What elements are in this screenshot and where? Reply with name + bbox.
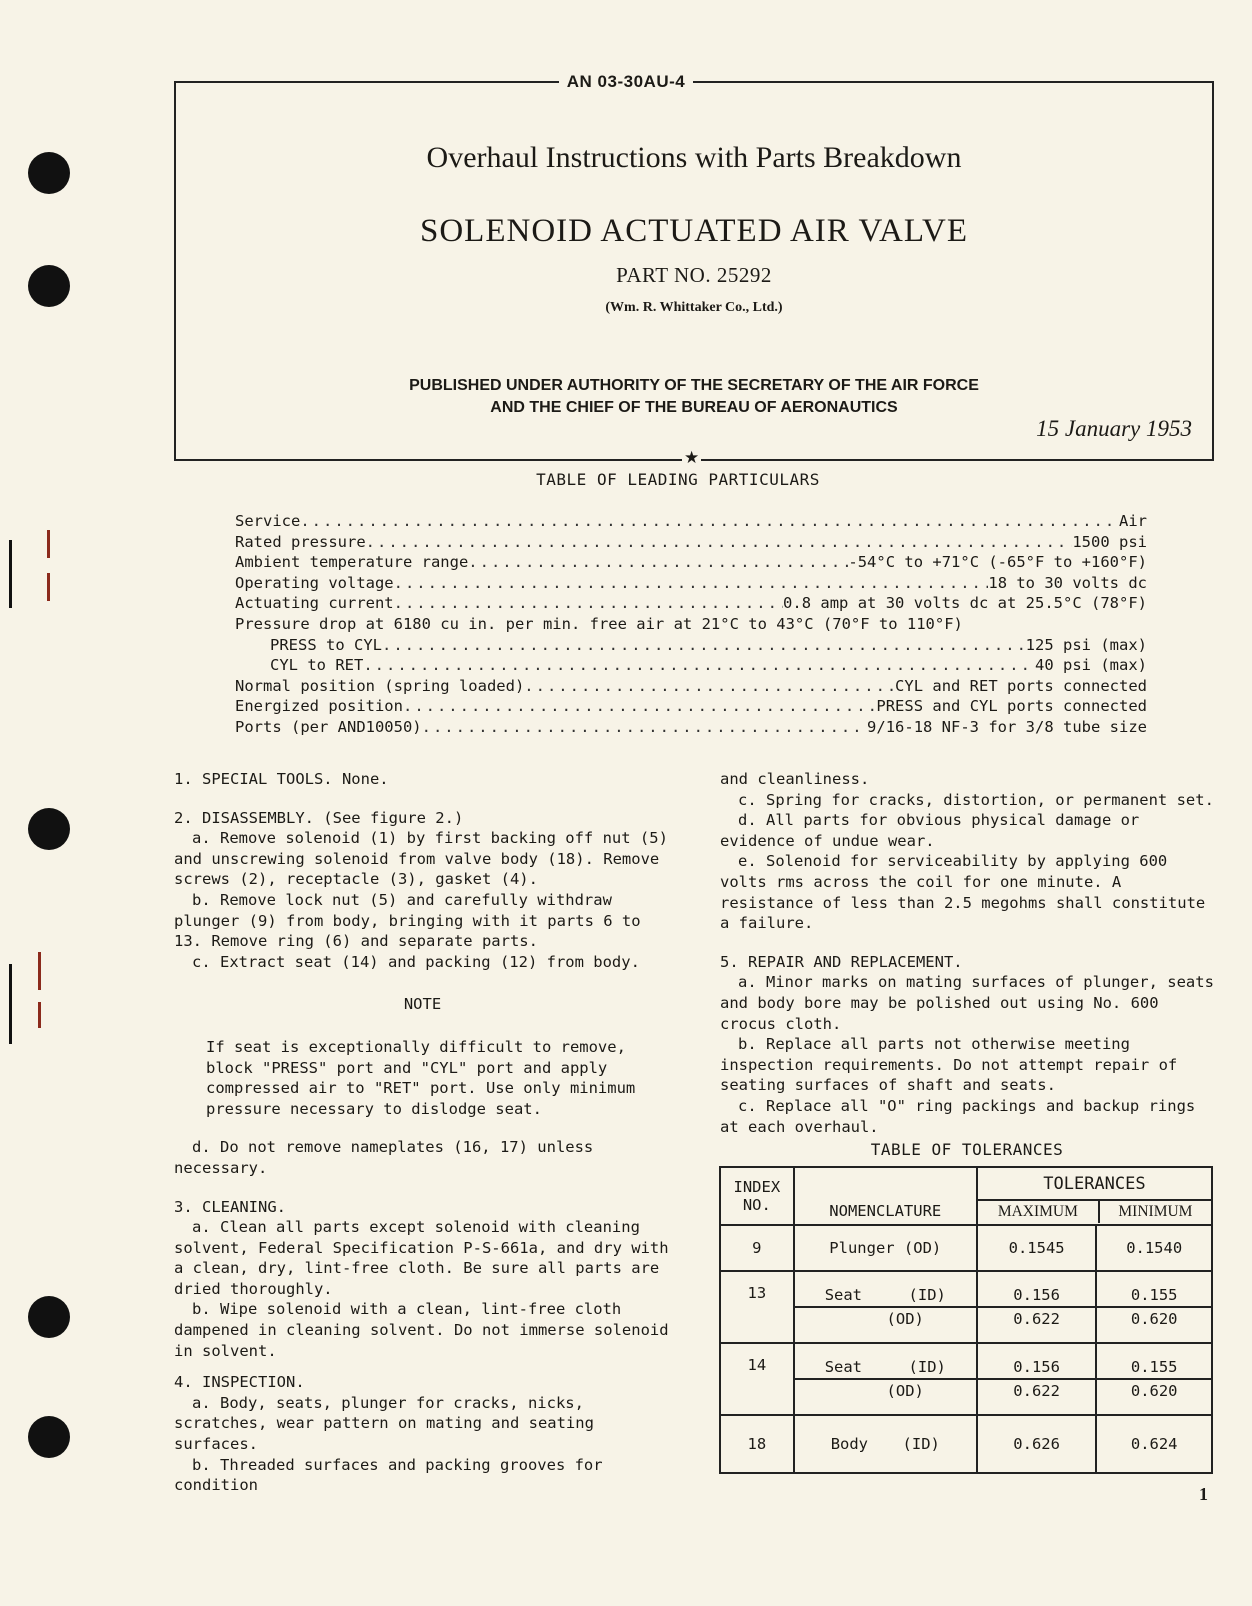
part-number: PART NO. 25292	[616, 263, 772, 287]
index-cell: 14	[720, 1343, 794, 1415]
document-title: Overhaul Instructions with Parts Breakdown	[426, 141, 962, 174]
margin-mark	[38, 1002, 41, 1028]
section-cleaning-heading: 3. CLEANING.	[174, 1197, 286, 1216]
repair-step: a. Minor marks on mating surfaces of plunger, seats and body bore may be polished out using No. 600 crocus cloth.	[720, 973, 1214, 1033]
disassembly-step: c. Extract seat (14) and packing (12) from body.	[192, 952, 640, 971]
index-header: INDEX NO.	[720, 1167, 794, 1225]
maximum-header: MAXIMUM	[978, 1201, 1100, 1223]
left-column	[174, 769, 671, 1496]
punch-hole	[28, 1416, 70, 1458]
inspection-step: c. Spring for cracks, distortion, or permanent set.	[738, 790, 1214, 809]
pressure-drop-heading: Pressure drop at 6180 cu in. per min. free air at 21°C to 43°C (70°F to 110°F)	[235, 614, 963, 633]
section-inspection-heading: 4. INSPECTION.	[174, 1373, 305, 1392]
minimum-header: MINIMUM	[1118, 1203, 1193, 1220]
min-cell: 0.1540	[1096, 1225, 1212, 1271]
cleaning-step: b. Wipe solenoid with a clean, lint-free cloth dampened in cleaning solvent. Do not immerse solenoid in solvent.	[174, 1300, 669, 1360]
particular-row: Ambient temperature range ..... -54°C to +71°C (-65°F to +160°F)	[235, 553, 1147, 574]
inspection-step: b. Threaded surfaces and packing grooves for condition	[174, 1455, 603, 1495]
publication-date: 15 January 1953	[1036, 416, 1192, 441]
max-cell: 0.156 0.622	[977, 1343, 1097, 1415]
margin-mark	[47, 573, 50, 601]
inspection-step: d. All parts for obvious physical damage or evidence of undue wear.	[720, 811, 1140, 850]
leading-particulars-title: TABLE OF LEADING PARTICULARS	[536, 470, 820, 489]
max-cell: 0.626	[977, 1415, 1097, 1473]
punch-hole	[28, 152, 70, 194]
particular-row: PRESS to CYL ..... 125 psi (max)	[235, 636, 1147, 657]
tolerances-table	[719, 1166, 1213, 1474]
disassembly-step: b. Remove lock nut (5) and carefully withdraw plunger (9) from body, bringing with it parts 6 to 13. Remove ring (6) and separate parts.	[174, 890, 641, 951]
table-row	[720, 1271, 1212, 1343]
particular-row: Ports (per AND10050) ..... 9/16-18 NF-3 for 3/8 tube size	[235, 718, 1147, 739]
document-number: AN 03-30AU-4	[0, 72, 1252, 92]
nomenclature-cell: Seat (ID) (OD)	[794, 1343, 977, 1415]
particular-row: Service ..... Air	[235, 512, 1147, 533]
particular-row: CYL to RET ..... 40 psi (max)	[235, 656, 1147, 677]
note-title: NOTE	[403, 995, 442, 1014]
table-row	[720, 1343, 1212, 1415]
nomenclature-cell: Body (ID)	[794, 1415, 977, 1473]
nomenclature-header: NOMENCLATURE	[794, 1167, 977, 1225]
disassembly-step: a. Remove solenoid (1) by first backing off nut (5) and unscrewing solenoid from valve body (18). Remove screws (2), receptacle (3), gasket (4).	[174, 829, 668, 889]
star-ornament: ★	[684, 448, 700, 468]
index-cell: 13	[720, 1271, 794, 1343]
nomenclature-cell: Seat (ID) (OD)	[794, 1271, 977, 1343]
nomenclature-cell: Plunger (OD)	[794, 1225, 977, 1271]
manufacturer: (Wm. R. Whittaker Co., Ltd.)	[605, 300, 783, 315]
repair-step: b. Replace all parts not otherwise meeting inspection requirements. Do not attempt repair of seating surfaces of shaft and seats.	[720, 1035, 1178, 1095]
disassembly-step: d. Do not remove nameplates (16, 17) unless necessary.	[174, 1138, 594, 1177]
section-repair-heading: 5. REPAIR AND REPLACEMENT.	[720, 952, 963, 971]
leading-particulars-table	[235, 512, 1147, 739]
particular-row: Actuating current ..... 0.8 amp at 30 volts dc at 25.5°C (78°F)	[235, 594, 1147, 615]
min-cell: 0.155 0.620	[1096, 1271, 1212, 1343]
index-cell: 9	[720, 1225, 794, 1271]
particular-row: Operating voltage ..... 18 to 30 volts dc	[235, 574, 1147, 595]
max-cell: 0.1545	[977, 1225, 1097, 1271]
table-row	[720, 1415, 1212, 1473]
punch-hole	[28, 1296, 70, 1338]
section-special-tools: 1. SPECIAL TOOLS. None.	[174, 770, 389, 788]
punch-hole	[28, 808, 70, 850]
subject-title: SOLENOID ACTUATED AIR VALVE	[419, 213, 968, 249]
inspection-step: a. Body, seats, plunger for cracks, nicks, scratches, wear pattern on mating and seating surfaces.	[174, 1393, 594, 1454]
table-header-row	[720, 1167, 1212, 1225]
margin-mark	[47, 530, 50, 558]
index-cell: 18	[720, 1415, 794, 1473]
margin-mark	[9, 964, 12, 1044]
margin-mark	[38, 952, 41, 990]
tolerances-header: TOLERANCES MAXIMUM MINIMUM	[977, 1167, 1212, 1225]
punch-hole	[28, 265, 70, 307]
margin-mark	[9, 540, 12, 608]
particular-row: Normal position (spring loaded) ..... CYL and RET ports connected	[235, 677, 1147, 698]
note-body: If seat is exceptionally difficult to remove, block "PRESS" port and "CYL" port and apply compressed air to "RET" port. Use only minimum pressure necessary to dislodge seat.	[206, 1037, 636, 1118]
inspection-step-continued: and cleanliness.	[720, 770, 870, 788]
inspection-step: e. Solenoid for serviceability by applying 600 volts rms across the coil for one minute. A resistance of less than 2.5 megohms shall constitute a failure.	[720, 852, 1206, 933]
max-cell: 0.156 0.622	[977, 1271, 1097, 1343]
cleaning-step: a. Clean all parts except solenoid with cleaning solvent, Federal Specification P-S-661a, and dry with a clean, dry, lint-free cloth. Be sure all parts are dried thoroughly.	[174, 1218, 669, 1298]
particular-row: Energized position ..... PRESS and CYL ports connected	[235, 697, 1147, 718]
repair-step: c. Replace all "O" ring packings and backup rings at each overhaul.	[720, 1096, 1196, 1136]
right-column	[720, 769, 1214, 1137]
table-row	[720, 1225, 1212, 1271]
min-cell: 0.155 0.620	[1096, 1343, 1212, 1415]
particular-row: Rated pressure ..... 1500 psi	[235, 533, 1147, 554]
authority-line: AND THE CHIEF OF THE BUREAU OF AERONAUTICS	[490, 399, 898, 416]
section-disassembly-heading: 2. DISASSEMBLY. (See figure 2.)	[174, 808, 464, 827]
tolerances-title: TABLE OF TOLERANCES	[870, 1140, 1064, 1159]
page-number: 1	[1199, 1484, 1208, 1504]
authority-line: PUBLISHED UNDER AUTHORITY OF THE SECRETARY OF THE AIR FORCE	[409, 377, 979, 394]
min-cell: 0.624	[1096, 1415, 1212, 1473]
